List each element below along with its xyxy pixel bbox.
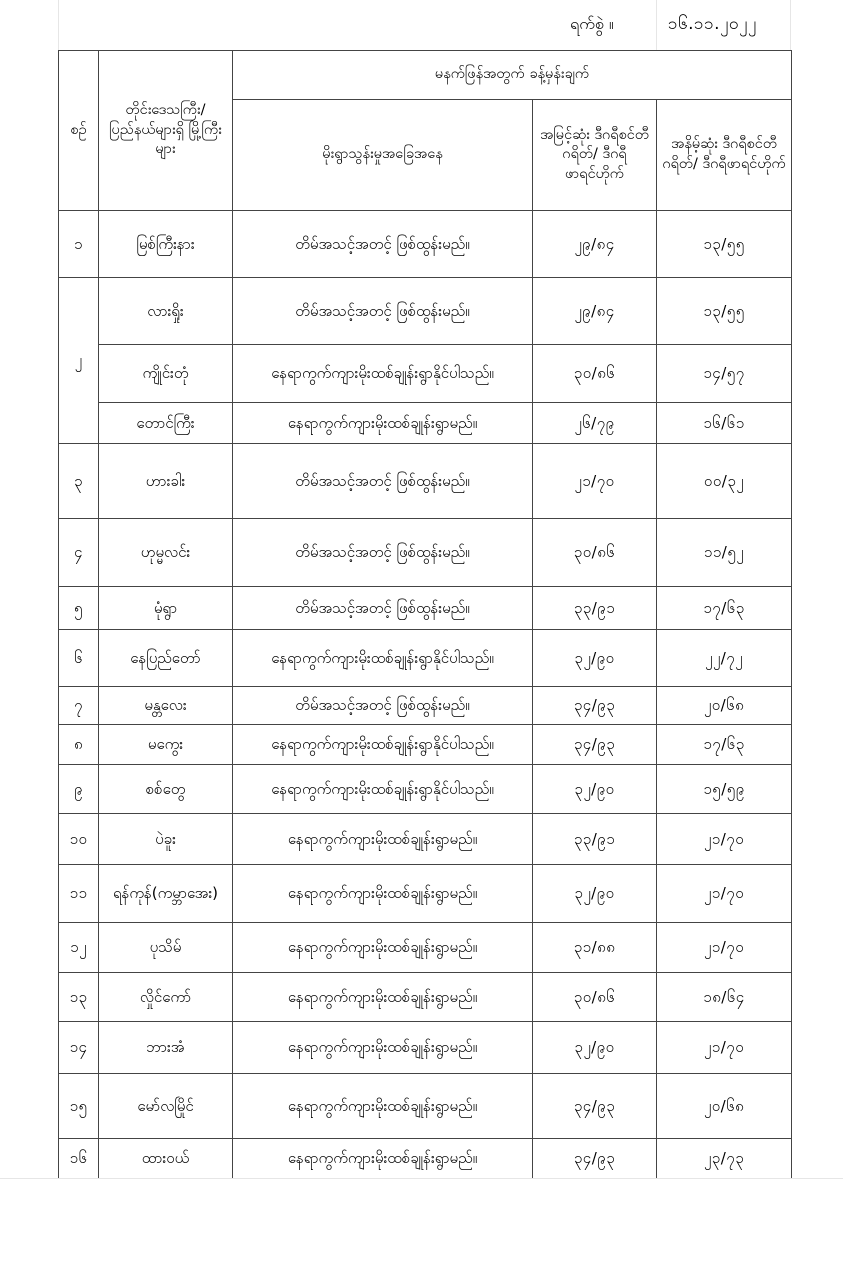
table-row [59, 725, 792, 765]
table-row [59, 814, 792, 865]
row-min-temp: ၂၁/၇၀ [657, 865, 792, 923]
row-min-temp: ၂၁/၇၀ [657, 814, 792, 865]
table-row [59, 519, 792, 587]
table-row [59, 211, 792, 278]
row-min-temp: ၁၃/၅၅ [657, 211, 792, 278]
row-no: ၈ [59, 725, 99, 765]
table-row [59, 587, 792, 630]
header-region: တိုင်းဒေသကြီး/ ပြည်နယ်များရှိ မြို့ကြီးများ [99, 51, 233, 211]
table-row [59, 865, 792, 923]
row-max-temp: ၃၄/၉၃ [533, 1074, 657, 1139]
row-weather: တိမ်အသင့်အတင့် ဖြစ်ထွန်းမည်။ [233, 211, 533, 278]
row-max-temp: ၃၃/၉၁ [533, 814, 657, 865]
row-max-temp: ၃၀/၈၆ [533, 345, 657, 403]
table-row [59, 1022, 792, 1074]
row-no: ၆ [59, 630, 99, 687]
row-city: မကွေး [99, 725, 233, 765]
row-weather: နေရာကွက်ကျားမိုးထစ်ချုန်းရွာမည်။ [233, 973, 533, 1022]
row-city: ထားဝယ် [99, 1139, 233, 1179]
row-max-temp: ၃၄/၉၃ [533, 1139, 657, 1179]
row-min-temp: ၂၁/၇၀ [657, 1022, 792, 1074]
row-city: မော်လမြိုင် [99, 1074, 233, 1139]
row-min-temp: ၁၇/၆၃ [657, 587, 792, 630]
row-min-temp: ၁၆/၆၁ [657, 403, 792, 444]
row-max-temp: ၃၂/၉၀ [533, 630, 657, 687]
row-min-temp: ၂၂/၇၂ [657, 630, 792, 687]
table-row [59, 403, 792, 444]
row-weather: နေရာကွက်ကျားမိုးထစ်ချုန်းရွာမည်။ [233, 1022, 533, 1074]
table-row [59, 444, 792, 519]
row-no: ၂ [59, 278, 99, 444]
table-row [59, 765, 792, 814]
row-max-temp: ၃၁/၈၈ [533, 923, 657, 973]
row-no: ၃ [59, 444, 99, 519]
table-row [59, 973, 792, 1022]
row-no: ၁၂ [59, 923, 99, 973]
row-city: နေပြည်တော် [99, 630, 233, 687]
row-weather: နေရာကွက်ကျားမိုးထစ်ချုန်းရွာနိုင်ပါသည်။ [233, 725, 533, 765]
row-weather: တိမ်အသင့်အတင့် ဖြစ်ထွန်းမည်။ [233, 587, 533, 630]
date-value: ၁၆.၁၁.၂၀၂၂ [668, 13, 757, 34]
row-max-temp: ၃၄/၉၃ [533, 725, 657, 765]
row-city: မုံရွာ [99, 587, 233, 630]
row-weather: နေရာကွက်ကျားမိုးထစ်ချုန်းရွာမည်။ [233, 403, 533, 444]
row-no: ၁၀ [59, 814, 99, 865]
row-weather: တိမ်အသင့်အတင့် ဖြစ်ထွန်းမည်။ [233, 444, 533, 519]
header-max-temp: အမြင့်ဆုံး ဒီဂရီစင်တီဂရိတ်/ ဒီဂရီဖာရင်ဟိုက် [533, 100, 657, 211]
row-city: မန္တလေး [99, 687, 233, 725]
table-row [59, 345, 792, 403]
row-min-temp: ၁၄/၅၇ [657, 345, 792, 403]
row-max-temp: ၂၆/၇၉ [533, 403, 657, 444]
row-no: ၇ [59, 687, 99, 725]
row-city: ဘားအံ [99, 1022, 233, 1074]
row-max-temp: ၂၁/၇၀ [533, 444, 657, 519]
header-divider [656, 0, 657, 50]
table-row [59, 1074, 792, 1139]
row-city: ဟုမ္မလင်း [99, 519, 233, 587]
row-weather: နေရာကွက်ကျားမိုးထစ်ချုန်းရွာနိုင်ပါသည်။ [233, 630, 533, 687]
row-no: ၉ [59, 765, 99, 814]
row-max-temp: ၃၀/၈၆ [533, 973, 657, 1022]
row-weather: နေရာကွက်ကျားမိုးထစ်ချုန်းရွာမည်။ [233, 1139, 533, 1179]
row-weather: တိမ်အသင့်အတင့် ဖြစ်ထွန်းမည်။ [233, 519, 533, 587]
row-weather: တိမ်အသင့်အတင့် ဖြစ်ထွန်းမည်။ [233, 278, 533, 345]
table-row [59, 1139, 792, 1179]
row-min-temp: ၁၈/၆၄ [657, 973, 792, 1022]
row-min-temp: ၁၇/၆၃ [657, 725, 792, 765]
row-city: ပုသိမ် [99, 923, 233, 973]
row-city: စစ်တွေ [99, 765, 233, 814]
table-row [59, 630, 792, 687]
row-city: လားရှိုး [99, 278, 233, 345]
forecast-table [58, 50, 792, 1179]
header-no: စဉ် [59, 51, 99, 211]
row-no: ၁၃ [59, 973, 99, 1022]
row-weather: နေရာကွက်ကျားမိုးထစ်ချုန်းရွာမည်။ [233, 814, 533, 865]
row-weather: နေရာကွက်ကျားမိုးထစ်ချုန်းရွာမည်။ [233, 865, 533, 923]
row-max-temp: ၃၂/၉၀ [533, 765, 657, 814]
row-min-temp: ၂၀/၆၈ [657, 687, 792, 725]
row-weather: နေရာကွက်ကျားမိုးထစ်ချုန်းရွာမည်။ [233, 1074, 533, 1139]
row-weather: နေရာကွက်ကျားမိုးထစ်ချုန်းရွာနိုင်ပါသည်။ [233, 345, 533, 403]
row-no: ၁ [59, 211, 99, 278]
row-city: ကျိုင်းတုံ [99, 345, 233, 403]
row-no: ၅ [59, 587, 99, 630]
table-row [59, 923, 792, 973]
table-row [59, 687, 792, 725]
row-min-temp: ၁၃/၅၅ [657, 278, 792, 345]
row-min-temp: ၂၁/၇၀ [657, 923, 792, 973]
row-no: ၁၅ [59, 1074, 99, 1139]
header-forecast-group: မနက်ဖြန်အတွက် ခန့်မှန်းချက် [233, 51, 792, 100]
row-max-temp: ၂၉/၈၄ [533, 278, 657, 345]
row-no: ၁၄ [59, 1022, 99, 1074]
row-min-temp: ၁၅/၅၉ [657, 765, 792, 814]
row-weather: နေရာကွက်ကျားမိုးထစ်ချုန်းရွာနိုင်ပါသည်။ [233, 765, 533, 814]
row-weather: နေရာကွက်ကျားမိုးထစ်ချုန်းရွာမည်။ [233, 923, 533, 973]
row-no: ၄ [59, 519, 99, 587]
row-city: ပဲခူး [99, 814, 233, 865]
row-max-temp: ၃၄/၉၃ [533, 687, 657, 725]
row-min-temp: ၁၁/၅၂ [657, 519, 792, 587]
header-weather: မိုးရွာသွန်းမှုအခြေအနေ [233, 100, 533, 211]
row-min-temp: ၂၃/၇၃ [657, 1139, 792, 1179]
row-max-temp: ၃၂/၉၀ [533, 1022, 657, 1074]
row-city: မြစ်ကြီးနား [99, 211, 233, 278]
row-city: ဟားခါး [99, 444, 233, 519]
row-max-temp: ၃၂/၉၀ [533, 865, 657, 923]
table-row [59, 278, 792, 345]
row-min-temp: ၀၀/၃၂ [657, 444, 792, 519]
row-city: ရန်ကုန်(ကမ္ဘာအေး) [99, 865, 233, 923]
row-city: တောင်ကြီး [99, 403, 233, 444]
row-no: ၁၁ [59, 865, 99, 923]
page-bottom-rule [0, 1178, 843, 1179]
date-label: ရက်စွဲ ။ [570, 14, 614, 33]
row-max-temp: ၂၉/၈၄ [533, 211, 657, 278]
row-min-temp: ၂၀/၆၈ [657, 1074, 792, 1139]
row-max-temp: ၃၃/၉၁ [533, 587, 657, 630]
row-weather: တိမ်အသင့်အတင့် ဖြစ်ထွန်းမည်။ [233, 687, 533, 725]
row-max-temp: ၃၀/၈၆ [533, 519, 657, 587]
header-min-temp: အနိမ့်ဆုံး ဒီဂရီစင်တီဂရိတ်/ ဒီဂရီဖာရင်ဟိုက် [657, 100, 792, 211]
row-no: ၁၆ [59, 1139, 99, 1179]
row-city: လှိုင်ကော် [99, 973, 233, 1022]
